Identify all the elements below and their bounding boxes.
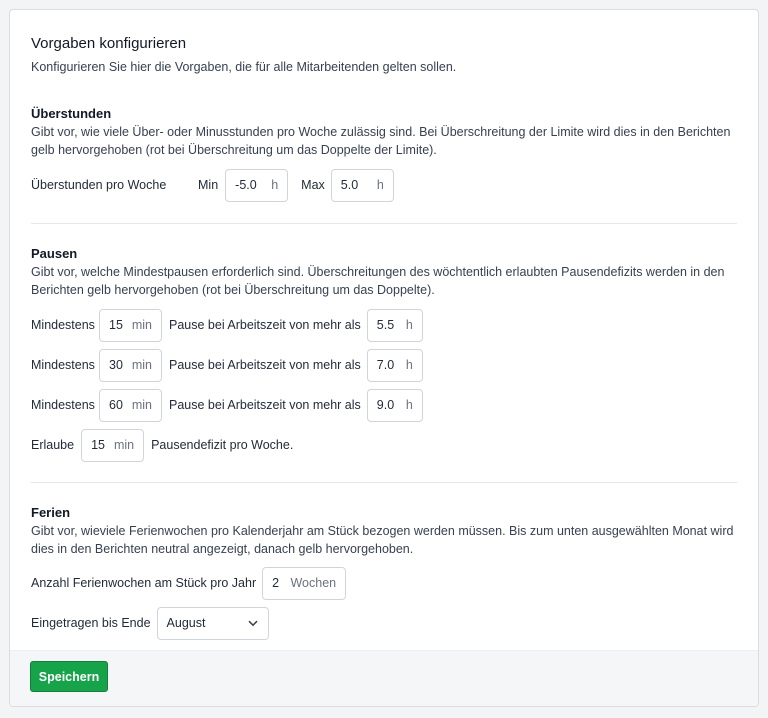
break-minutes-value: 15 [109,318,123,332]
overtime-row [31,168,737,202]
break-hours-unit: h [405,398,413,412]
break-hours-unit: h [405,358,413,372]
break-minutes-input[interactable] [99,349,162,382]
break-minutes-input[interactable] [99,389,162,422]
break-deficit-unit: min [113,438,135,452]
overtime-min-value: -5.0 [235,178,257,192]
chevron-down-icon [248,620,258,627]
break-rule-text: Pause bei Arbeitszeit von mehr als [169,318,361,332]
vacation-month-select[interactable] [157,607,269,640]
break-rule-row [31,348,737,382]
break-hours-value: 9.0 [376,398,395,412]
overtime-min-input[interactable] [225,169,288,202]
vacation-section [31,505,737,640]
break-hours-value: 7.0 [376,358,395,372]
break-minutes-unit: min [131,358,152,372]
break-hours-unit: h [405,318,413,332]
vacation-title: Ferien [31,505,71,520]
overtime-max-value: 5.0 [340,178,359,192]
overtime-section [31,106,737,202]
break-hours-input[interactable] [367,389,423,422]
page-title: Vorgaben konfigurieren [31,35,187,52]
vacation-weeks-row [31,566,737,600]
break-hours-value: 5.5 [376,318,395,332]
vacation-until-label: Eingetragen bis Ende [31,616,151,630]
settings-content [10,10,758,640]
page-description: Konfigurieren Sie hier die Vorgaben, die für alle Mitarbeitenden gelten sollen. [31,60,457,74]
overtime-max-input[interactable] [331,169,394,202]
break-deficit-input[interactable] [81,429,144,462]
break-minutes-value: 30 [109,358,123,372]
overtime-description: Gibt vor, wie viele Über- oder Minusstunden pro Woche zulässig sind. Bei Überschreitung der Limite wird dies in den Berichten gelb hervorgehoben (rot bei Überschreitung um das Doppelte der Limite). [31,125,731,157]
card-footer [10,650,758,706]
overtime-max-unit: h [376,178,384,192]
save-button[interactable]: Speichern [30,661,108,692]
break-rule-row [31,388,737,422]
breaks-description: Gibt vor, welche Mindestpausen erforderlich sind. Überschreitungen des wöchtentlich erlaubten Pausendefizits werden in den Berichten gelb hervorgehoben (rot bei Überschreitung um das Doppelte). [31,265,725,297]
breaks-section [31,246,737,462]
break-deficit-suffix: Pausendefizit pro Woche. [151,438,294,452]
section-divider [31,482,737,483]
break-minutes-unit: min [131,398,152,412]
break-rule-prefix: Mindestens [31,318,95,332]
breaks-title: Pausen [31,246,78,261]
vacation-until-row [31,606,737,640]
break-minutes-input[interactable] [99,309,162,342]
vacation-month-value: August [166,616,206,630]
vacation-weeks-input[interactable] [262,567,346,600]
vacation-weeks-unit: Wochen [290,576,337,590]
overtime-min-label: Min [198,178,219,192]
break-deficit-row [31,428,737,462]
section-divider [31,223,737,224]
break-minutes-value: 60 [109,398,123,412]
overtime-min-unit: h [271,178,279,192]
break-hours-input[interactable] [367,349,423,382]
break-rule-prefix: Mindestens [31,358,95,372]
break-minutes-unit: min [131,318,152,332]
overtime-row-label: Überstunden pro Woche [31,178,167,192]
overtime-max-label: Max [301,178,325,192]
vacation-weeks-label: Anzahl Ferienwochen am Stück pro Jahr [31,576,257,590]
break-rule-text: Pause bei Arbeitszeit von mehr als [169,398,361,412]
break-deficit-prefix: Erlaube [31,438,75,452]
break-deficit-value: 15 [91,438,105,452]
settings-card [9,9,759,707]
vacation-weeks-value: 2 [272,576,280,590]
overtime-title: Überstunden [31,106,112,121]
break-rule-row [31,308,737,342]
break-hours-input[interactable] [367,309,423,342]
break-rule-prefix: Mindestens [31,398,95,412]
break-rule-text: Pause bei Arbeitszeit von mehr als [169,358,361,372]
vacation-description: Gibt vor, wieviele Ferienwochen pro Kalenderjahr am Stück bezogen werden müssen. Bis zum unten ausgewählten Monat wird dies in den Berichten neutral angezeigt, danach gelb hervorgehoben. [31,524,734,556]
